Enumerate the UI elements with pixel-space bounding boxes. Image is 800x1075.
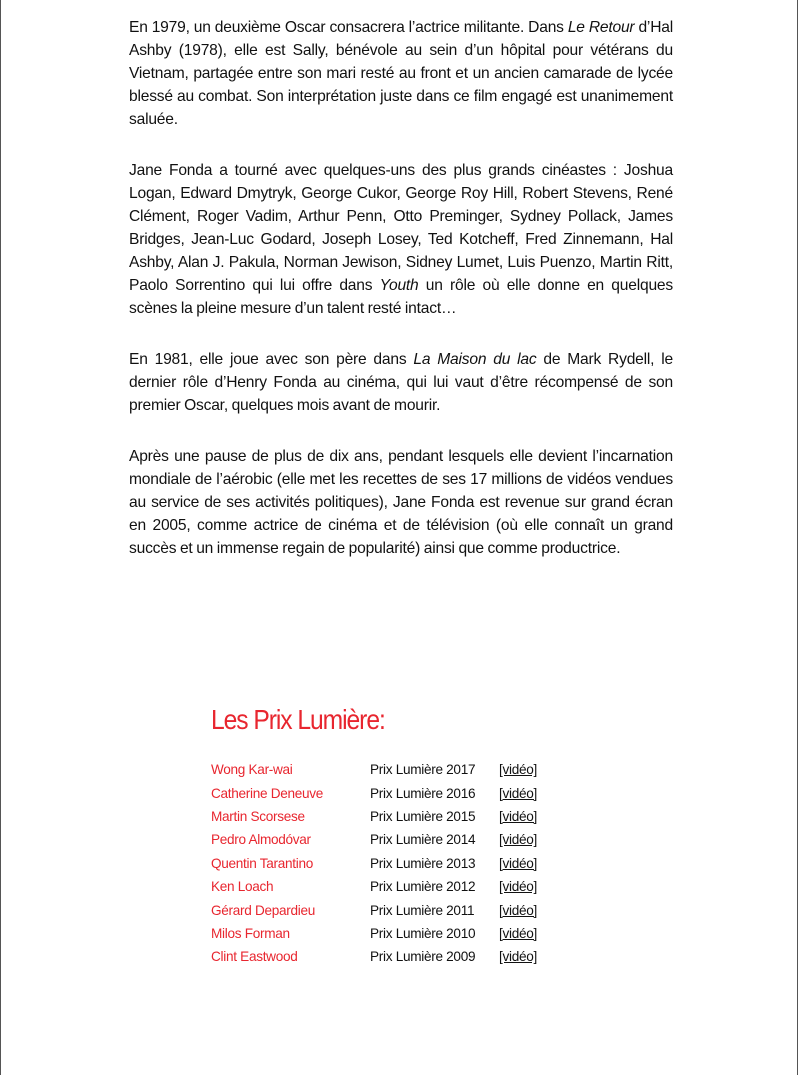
video-link[interactable]: [vidéo] — [499, 785, 537, 801]
award-label: Prix Lumière 2015 — [370, 808, 476, 824]
award-label: Prix Lumière 2017 — [370, 762, 476, 778]
paragraph-oscar-1979 — [129, 16, 673, 131]
list-item — [211, 875, 611, 898]
list-item — [211, 828, 611, 851]
laureate-link[interactable]: Wong Kar-wai — [211, 762, 293, 778]
video-link[interactable]: [vidéo] — [499, 808, 537, 824]
laureate-link[interactable]: Martin Scorsese — [211, 808, 305, 824]
paragraph-text: En 1979, un deuxième Oscar consacrera l’actrice militante. Dans — [129, 19, 568, 36]
paragraph-text: d’Hal Ashby (1978), elle est Sally, bénévole au sein d’un hôpital pour vétérans du Vietnam, partagée entre son mari resté au front et un ancien camarade de lycée blessé au combat. Son interprétation juste dans ce film engagé est unanimement saluée. — [129, 19, 673, 128]
paragraph-text: de Mark Rydell, le dernier rôle d’Henry Fonda au cinéma, qui lui vaut d’être récompensé de son premier Oscar, quelques mois avant de mourir. — [129, 351, 673, 414]
list-item — [211, 852, 611, 875]
award-label: Prix Lumière 2009 — [370, 949, 476, 965]
list-item — [211, 758, 611, 781]
list-item — [211, 781, 611, 804]
video-link[interactable]: [vidéo] — [499, 762, 537, 778]
video-link[interactable]: [vidéo] — [499, 832, 537, 848]
prix-lumiere-list — [211, 758, 611, 969]
film-title-youth: Youth — [379, 277, 419, 294]
video-link[interactable]: [vidéo] — [499, 925, 537, 941]
video-link[interactable]: [vidéo] — [499, 879, 537, 895]
prix-lumiere-section — [211, 700, 611, 969]
video-link[interactable]: [vidéo] — [499, 902, 537, 918]
laureate-link[interactable]: Gérard Depardieu — [211, 902, 316, 918]
award-label: Prix Lumière 2012 — [370, 879, 476, 895]
list-item — [211, 805, 611, 828]
laureate-link[interactable]: Ken Loach — [211, 879, 274, 895]
article-body — [129, 16, 673, 588]
laureate-link[interactable]: Catherine Deneuve — [211, 785, 324, 801]
paragraph-directors — [129, 159, 673, 320]
laureate-link[interactable]: Clint Eastwood — [211, 949, 298, 965]
video-link[interactable]: [vidéo] — [499, 949, 537, 965]
award-label: Prix Lumière 2016 — [370, 785, 476, 801]
paragraph-text: Après une pause de plus de dix ans, pendant lesquels elle devient l’incarnation mondiale de l’aérobic (elle met les recettes de ses 17 millions de vidéos vendues au service de ses activités politiques), Jane Fonda est revenue sur grand écran en 2005, comme actrice de cinéma et de télévision (où elle connaît un grand succès et un immense regain de popularité) ainsi que comme productrice. — [129, 448, 673, 557]
paragraph-text: un rôle où elle donne en quelques scènes la pleine mesure d’un talent resté intact… — [129, 277, 673, 317]
paragraph-text: Jane Fonda a tourné avec quelques-uns des plus grands cinéastes : Joshua Logan, Edward Dmytryk, George Cukor, George Roy Hill, Robert Stevens, René Clément, Roger Vadim, Arthur Penn, Otto Preminger, Sydney Pollack, James Bridges, Jean-Luc Godard, Joseph Losey, Ted Kotcheff, Fred Zinnemann, Hal Ashby, Alan J. Pakula, Norman Jewison, Sidney Lumet, Luis Puenzo, Martin Ritt, Paolo Sorrentino qui lui offre dans — [129, 162, 673, 294]
list-item — [211, 922, 611, 945]
award-label: Prix Lumière 2014 — [370, 832, 476, 848]
list-item — [211, 945, 611, 968]
film-title-le-retour: Le Retour — [567, 19, 635, 36]
laureate-link[interactable]: Milos Forman — [211, 925, 290, 941]
award-label: Prix Lumière 2013 — [370, 855, 476, 871]
paragraph-text: En 1981, elle joue avec son père dans — [129, 351, 414, 368]
laureate-link[interactable]: Quentin Tarantino — [211, 855, 313, 871]
paragraph-comeback — [129, 445, 673, 560]
paragraph-maison-du-lac — [129, 348, 673, 417]
video-link[interactable]: [vidéo] — [499, 855, 537, 871]
film-title-la-maison-du-lac: La Maison du lac — [413, 351, 537, 368]
list-item — [211, 898, 611, 921]
laureate-link[interactable]: Pedro Almodóvar — [211, 832, 311, 848]
award-label: Prix Lumière 2011 — [370, 902, 475, 918]
prix-lumiere-heading: Les Prix Lumière: — [211, 704, 385, 735]
award-label: Prix Lumière 2010 — [370, 925, 476, 941]
